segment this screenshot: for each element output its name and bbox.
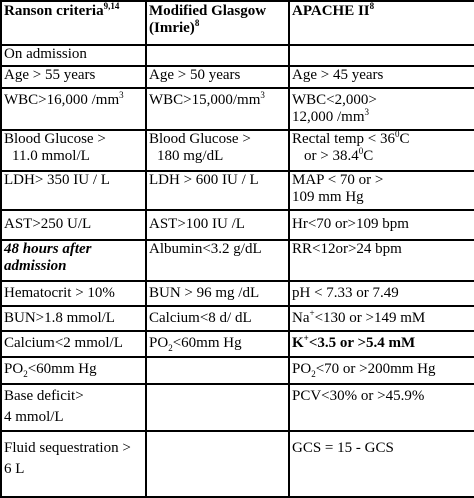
table-cell: Blood Glucose > 11.0 mmol/L xyxy=(1,130,146,171)
table-cell: Na+<130 or >149 mM xyxy=(289,306,474,331)
table-row xyxy=(1,281,474,306)
table-cell: BUN > 96 mg /dL xyxy=(146,281,289,306)
table-cell: Hematocrit > 10% xyxy=(1,281,146,306)
table-cell: Age > 50 years xyxy=(146,66,289,88)
table-cell: $PO_2<70$ or >200mm Hg xyxy=(289,357,474,384)
table-row xyxy=(1,306,474,331)
table-cell: RR<12or>24 bpm xyxy=(289,240,474,281)
table-cell: Base deficit> 4 mmol/L xyxy=(1,384,146,431)
table-row xyxy=(1,384,474,431)
table-cell: Fluid sequestration > 6 L xyxy=(1,431,146,497)
table-cell: $WBC>15,000/mm^3$ xyxy=(146,88,289,130)
table-row xyxy=(1,331,474,357)
table-cell: Calcium<2 mmol/L xyxy=(1,331,146,357)
table-cell: Blood Glucose > 180 mg/dL xyxy=(146,130,289,171)
table-cell: Hr<70 or>109 bpm xyxy=(289,210,474,240)
table-row xyxy=(1,66,474,88)
table-cell: PCV<30% or >45.9% xyxy=(289,384,474,431)
table-cell xyxy=(146,384,289,431)
table-cell: Age > 55 years xyxy=(1,66,146,88)
header-apache: APACHE $II^8$ xyxy=(289,1,474,45)
table-row xyxy=(1,88,474,130)
table-cell: Calcium<8 d/ dL xyxy=(146,306,289,331)
table-cell: 48 hours after admission xyxy=(1,240,146,281)
table-row xyxy=(1,130,474,171)
table-cell: AST>100 IU /L xyxy=(146,210,289,240)
header-glasgow: Modified Glasgow (Imrie)$^8$ xyxy=(146,1,289,45)
table-row xyxy=(1,240,474,281)
table-cell: AST>250 U/L xyxy=(1,210,146,240)
table-cell: pH < 7.33 or 7.49 xyxy=(289,281,474,306)
table-cell: Rectal temp < $36^0C$ or > $38.4^0C$ xyxy=(289,130,474,171)
table-cell: LDH > 600 IU / L xyxy=(146,171,289,210)
table-cell: Age > 45 years xyxy=(289,66,474,88)
table-cell xyxy=(146,431,289,497)
table-cell: $PO_2<60mm$ Hg xyxy=(1,357,146,384)
table-cell: BUN>1.8 mmol/L xyxy=(1,306,146,331)
table-row xyxy=(1,357,474,384)
table-cell: WBC>16,000 $/mm^3$ xyxy=(1,88,146,130)
table-row xyxy=(1,210,474,240)
table-cell: LDH> 350 IU / L xyxy=(1,171,146,210)
table-cell: $PO_2<60mm$ Hg xyxy=(146,331,289,357)
table-cell: MAP < 70 or > 109 mm Hg xyxy=(289,171,474,210)
table-cell: WBC<2,000> 12,000 $/mm^3$ xyxy=(289,88,474,130)
header-ranson: Ranson criteria$^{9,14}$ xyxy=(1,1,146,45)
table-cell: K+<3.5 or >5.4 mM xyxy=(289,331,474,357)
table-cell xyxy=(146,357,289,384)
table-row xyxy=(1,431,474,497)
table-cell: Albumin<3.2 g/dL xyxy=(146,240,289,281)
header-row xyxy=(1,1,474,45)
table-row xyxy=(1,45,474,66)
table-row xyxy=(1,171,474,210)
section-on-admission: On admission xyxy=(1,45,146,66)
table-cell: GCS = 15 - GCS xyxy=(289,431,474,497)
